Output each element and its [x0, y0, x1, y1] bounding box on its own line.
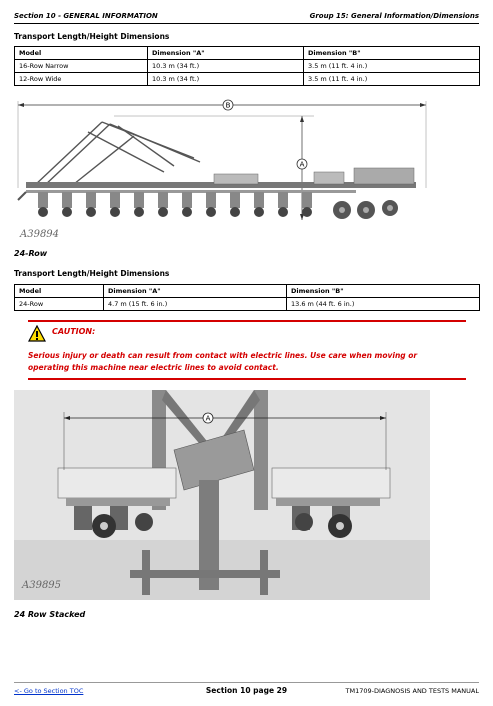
table-cell: 24-Row: [15, 298, 104, 311]
callout-b: B: [225, 101, 231, 110]
row-unit: [62, 192, 72, 208]
gauge-wheel: [110, 207, 120, 217]
table-cell: 4.7 m (15 ft. 6 in.): [104, 298, 287, 311]
gauge-wheel: [38, 207, 48, 217]
table-header-row: [15, 285, 480, 298]
gauge-wheel: [206, 207, 216, 217]
dimensions-table-1: [14, 46, 480, 86]
figure1-caption: 24-Row: [14, 249, 48, 258]
caution-text: Serious injury or death can result from contact with electric lines. Use care when moving or operating this machine near electric lines to avoid contact.: [28, 351, 418, 372]
caution-bottom-rule: [28, 378, 466, 380]
header-group: Group 15: General Information/Dimensions: [309, 12, 479, 20]
table-row: [15, 60, 480, 73]
figure2-caption: 24 Row Stacked: [14, 610, 86, 619]
table-cell: 3.5 m (11 ft. 4 in.): [304, 60, 480, 73]
row-unit: [278, 192, 288, 208]
column-header: Dimension "B": [304, 47, 480, 60]
column-header: Model: [15, 47, 148, 60]
dimensions-table-2: [14, 284, 480, 311]
row-unit: [230, 192, 240, 208]
table-header-row: [15, 47, 480, 60]
figure-label: A39894: [20, 229, 60, 240]
table-row: [15, 298, 480, 311]
gauge-wheel: [302, 207, 312, 217]
footer-manual-title: TM1709-DIAGNOSIS AND TESTS MANUAL: [345, 687, 479, 695]
column-header: Model: [15, 285, 104, 298]
footer-divider: [14, 682, 479, 683]
table-row: [15, 73, 480, 86]
gauge-wheel: [278, 207, 288, 217]
warning-triangle-icon: [28, 325, 46, 343]
gauge-wheel: [86, 207, 96, 217]
go-to-section-toc-link[interactable]: <- Go to Section TOC: [14, 687, 84, 695]
row-unit: [302, 192, 312, 208]
gauge-wheel: [182, 207, 192, 217]
caution-title: CAUTION:: [52, 327, 96, 336]
table-cell: 16-Row Narrow: [15, 60, 148, 73]
row-unit: [38, 192, 48, 208]
column-header: Dimension "A": [104, 285, 287, 298]
planter-side-view-figure: [14, 96, 434, 242]
figure-label: A39895: [22, 580, 62, 591]
footer-page-number: Section 10 page 29: [205, 686, 288, 695]
gauge-wheel: [158, 207, 168, 217]
table-cell: 10.3 m (34 ft.): [148, 73, 304, 86]
gauge-wheel: [230, 207, 240, 217]
gauge-wheel: [62, 207, 72, 217]
row-unit: [182, 192, 192, 208]
table-cell: 13.6 m (44 ft. 6 in.): [287, 298, 480, 311]
table2-title: Transport Length/Height Dimensions: [14, 269, 170, 278]
row-unit: [134, 192, 144, 208]
table-cell: 12-Row Wide: [15, 73, 148, 86]
table-cell: 3.5 m (11 ft. 4 in.): [304, 73, 480, 86]
planter-stacked-photo: [14, 390, 430, 600]
row-unit: [86, 192, 96, 208]
table-cell: 10.3 m (34 ft.): [148, 60, 304, 73]
callout-a: A: [205, 414, 211, 423]
column-header: Dimension "B": [287, 285, 480, 298]
caution-top-rule: [28, 320, 466, 322]
row-unit: [206, 192, 216, 208]
callout-a: A: [299, 160, 305, 169]
gauge-wheel: [254, 207, 264, 217]
column-header: Dimension "A": [148, 47, 304, 60]
planter-side-illustration: [14, 96, 434, 242]
planter-stacked-illustration: [14, 390, 430, 600]
row-unit: [254, 192, 264, 208]
table1-title: Transport Length/Height Dimensions: [14, 32, 170, 41]
header-section: Section 10 - GENERAL INFORMATION: [14, 12, 158, 20]
gauge-wheel: [134, 207, 144, 217]
row-unit: [110, 192, 120, 208]
row-unit: [158, 192, 168, 208]
header-divider: [14, 23, 479, 24]
